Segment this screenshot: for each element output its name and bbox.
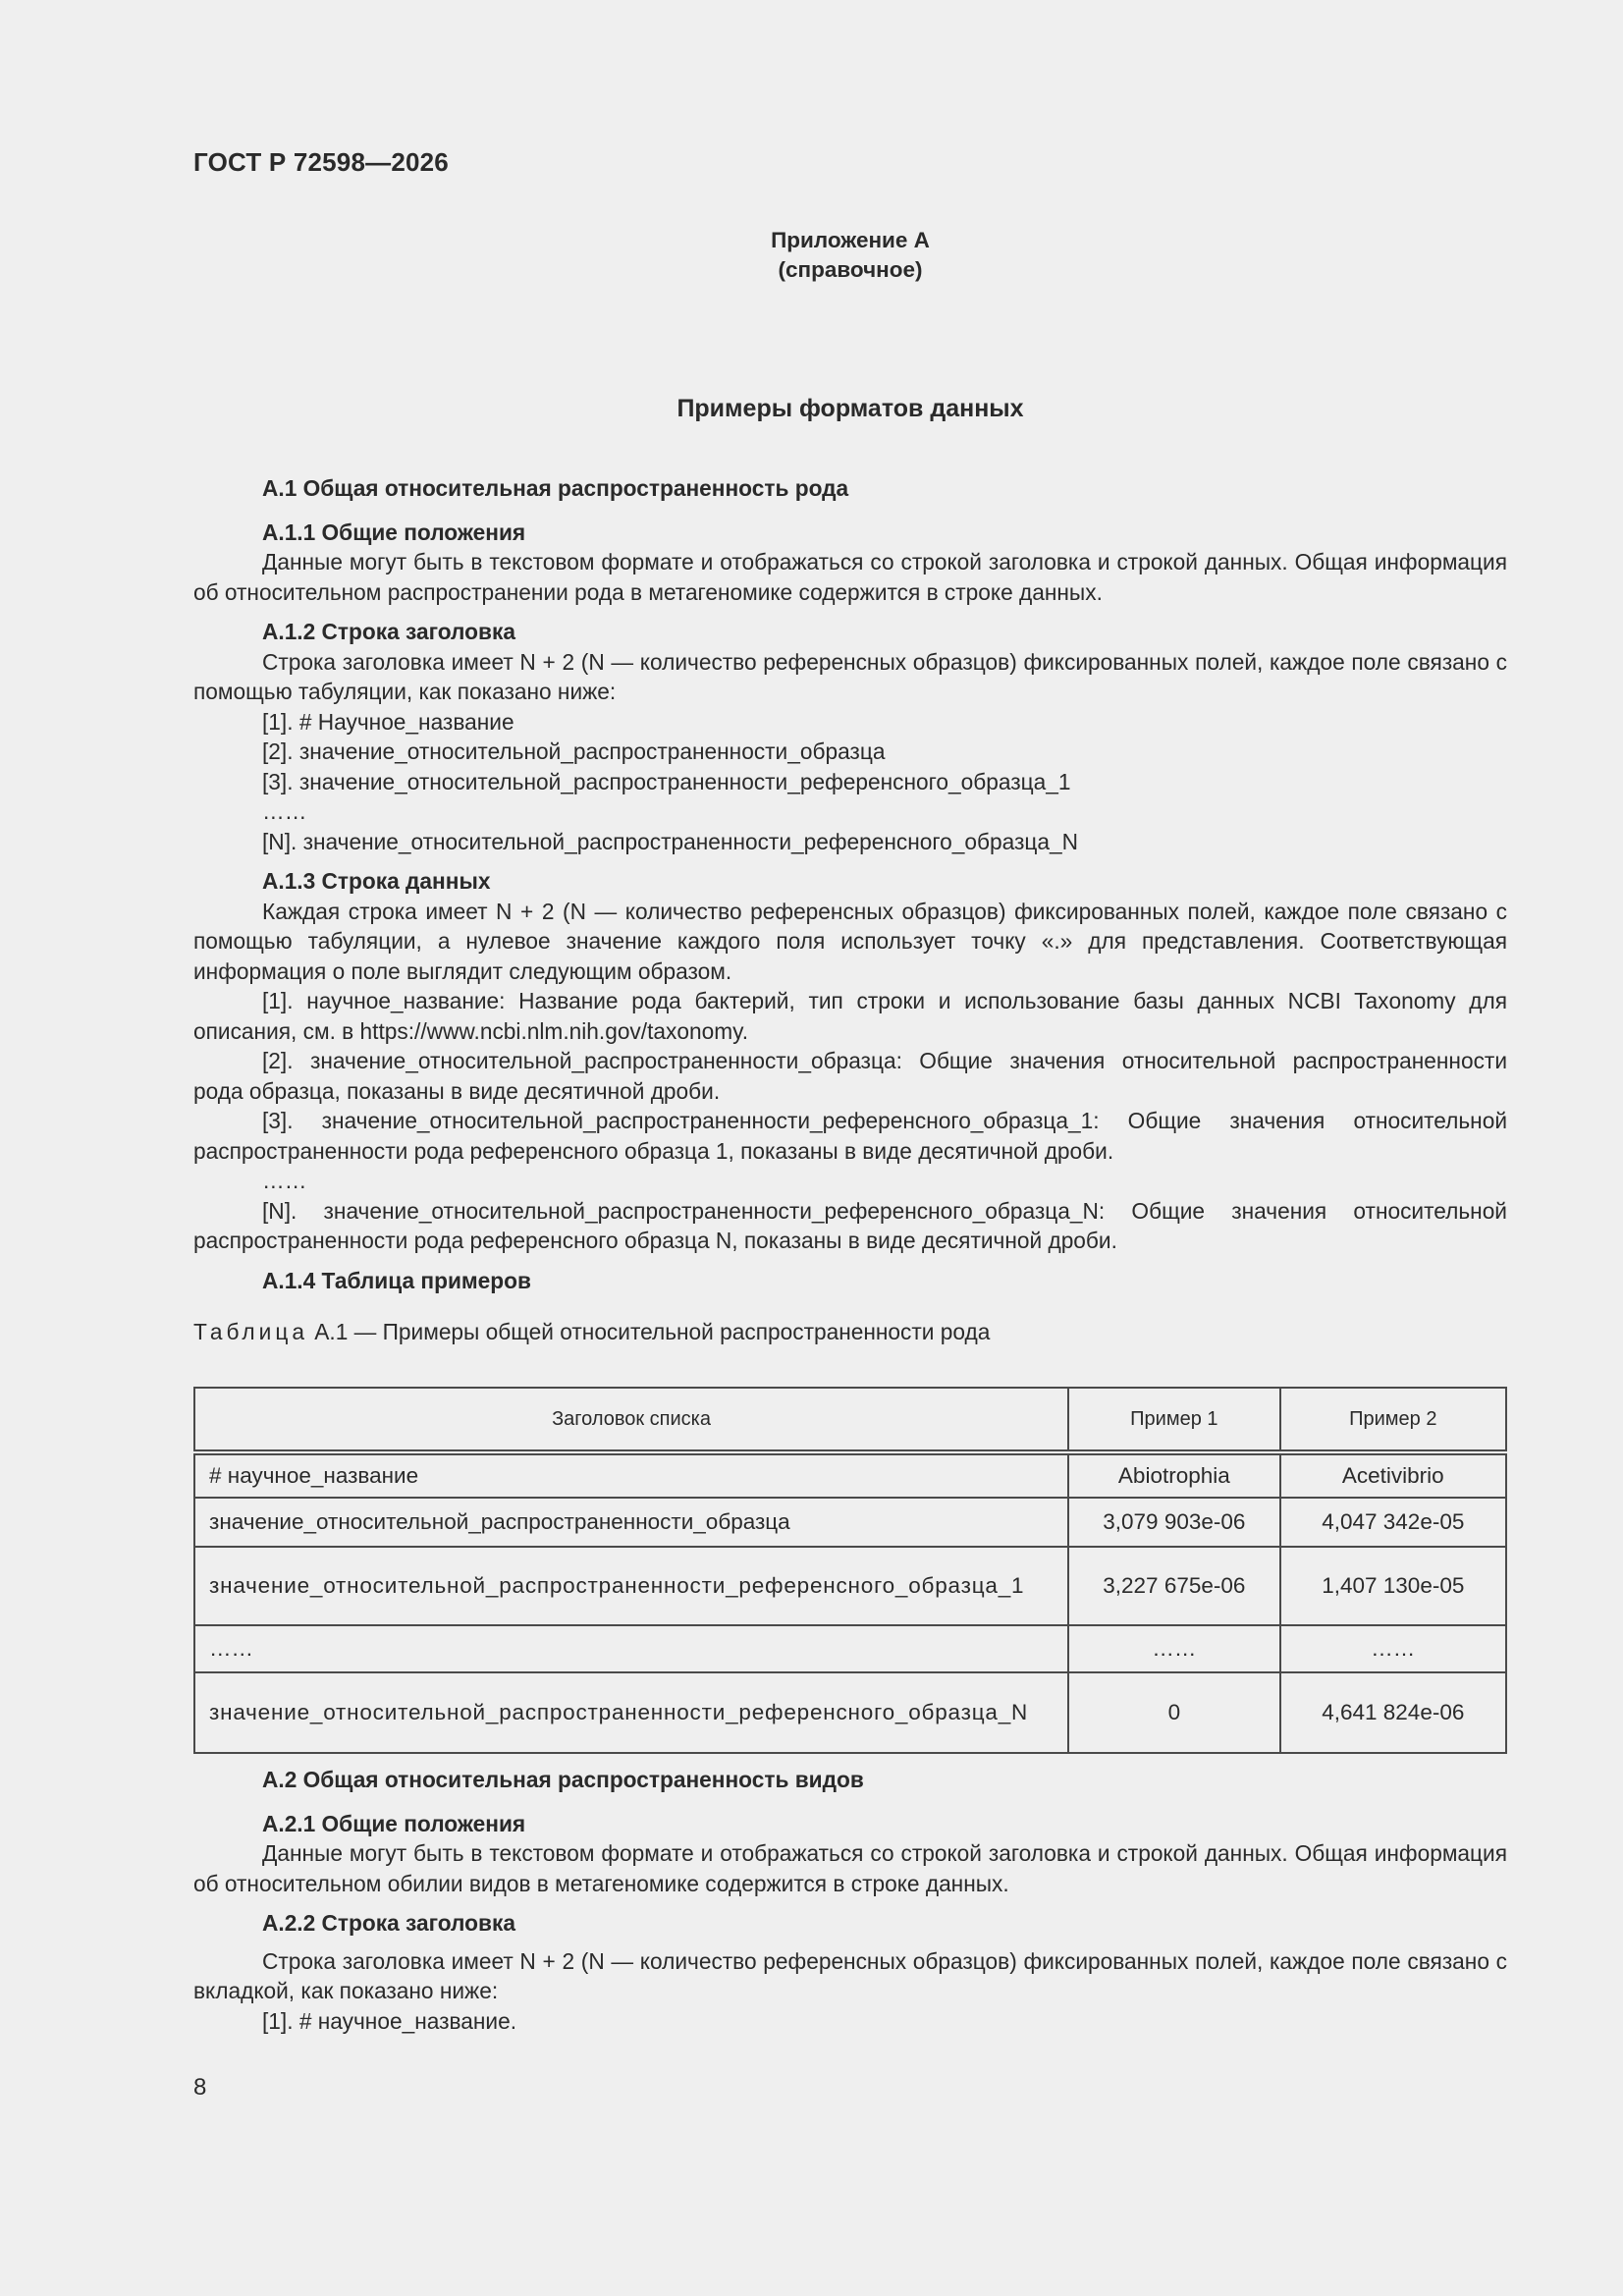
- list-item: [3]. значение_относительной_распространенности_референсного_образца_1: Общие значения относительной распространенности рода референсного образца 1, показаны в виде десятичной дроби.: [193, 1108, 1507, 1164]
- list-item: [3]. значение_относительной_распространенности_референсного_образца_1: [262, 768, 1071, 794]
- table-caption-text: А.1 — Примеры общей относительной распространенности рода: [307, 1319, 991, 1344]
- table-cell: # научное_название: [194, 1452, 1068, 1498]
- paragraph-a21: Данные могут быть в текстовом формате и отображаться со строкой заголовка и строкой данных. Общая информация об относительном обилии видов в метагеномике содержится в строке данных.: [193, 1840, 1507, 1896]
- table-header-cell: Пример 1: [1068, 1388, 1280, 1452]
- table-cell: 0: [1068, 1672, 1280, 1753]
- document-id: ГОСТ Р 72598—2026: [193, 147, 449, 177]
- table-cell: Abiotrophia: [1068, 1452, 1280, 1498]
- table-cell: Acetivibrio: [1280, 1452, 1506, 1498]
- table-header-row: [194, 1388, 1506, 1452]
- paragraph-a22: Строка заголовка имеет N + 2 (N — количество референсных образцов) фиксированных полей, каждое поле связано с вкладкой, как показано ниже:: [193, 1947, 1507, 2003]
- list-item: [1]. научное_название: Название рода бактерий, тип строки и использование базы данных NCBI Taxonomy для описания, см. в https://www.ncbi.nlm.nih.gov/taxonomy.: [193, 988, 1507, 1044]
- subsection-heading-a22: А.2.2 Строка заголовка: [262, 1910, 515, 1936]
- list-item: [N]. значение_относительной_распространенности_референсного_образца_N: Общие значения относительной распространенности рода референсного образца N, показаны в виде десятичной дроби.: [193, 1197, 1507, 1253]
- list-item: ……: [262, 798, 307, 824]
- table-row: [194, 1625, 1506, 1672]
- list-item: ……: [262, 1168, 307, 1193]
- table-header-cell: Заголовок списка: [194, 1388, 1068, 1452]
- table-cell: 4,047 342е-05: [1280, 1498, 1506, 1547]
- paragraph-a13: Каждая строка имеет N + 2 (N — количество референсных образцов) фиксированных полей, каждое поле связано с помощью табуляции, а нулевое значение каждого поля использует точку «.» для представления. Соответствующая информация о поле выглядит следующим образом.: [193, 898, 1507, 984]
- list-item: [2]. значение_относительной_распространенности_образца: [262, 738, 886, 764]
- table-row: [194, 1498, 1506, 1547]
- table-cell: значение_относительной_распространенности_образца: [194, 1498, 1068, 1547]
- table-cell: 1,407 130е-05: [1280, 1547, 1506, 1625]
- appendix-title: Приложение А: [771, 228, 930, 252]
- subsection-heading-a21: А.2.1 Общие положения: [262, 1810, 526, 1836]
- paragraph-a11: Данные могут быть в текстовом формате и отображаться со строкой заголовка и строкой данных. Общая информация об относительном распространении рода в метагеномике содержится в строке данных.: [193, 549, 1507, 605]
- list-item: [N]. значение_относительной_распространенности_референсного_образца_N: [262, 828, 1079, 854]
- section-heading-a1: А.1 Общая относительная распространенность рода: [262, 475, 849, 501]
- table-row: [194, 1452, 1506, 1498]
- table-row: [194, 1547, 1506, 1625]
- subsection-heading-a12: А.1.2 Строка заголовка: [262, 619, 515, 644]
- table-cell: 4,641 824е-06: [1280, 1672, 1506, 1753]
- table-cell: ……: [194, 1625, 1068, 1672]
- table-cell: 3,079 903е-06: [1068, 1498, 1280, 1547]
- table-cell: ……: [1068, 1625, 1280, 1672]
- subsection-heading-a11: А.1.1 Общие положения: [262, 519, 526, 545]
- section-a1: [193, 473, 1507, 1347]
- subsection-heading-a13: А.1.3 Строка данных: [262, 868, 491, 894]
- list-item: [1]. # Научное_название: [262, 708, 514, 735]
- example-table: [193, 1387, 1507, 1754]
- list-item: [1]. # научное_название.: [262, 2007, 517, 2034]
- section-heading-a2: А.2 Общая относительная распространенность видов: [262, 1767, 864, 1792]
- table-cell: ……: [1280, 1625, 1506, 1672]
- paragraph-a12: Строка заголовка имеет N + 2 (N — количество референсных образцов) фиксированных полей, каждое поле связано с помощью табуляции, как показано ниже:: [193, 648, 1507, 704]
- table-caption-prefix: Таблица: [193, 1319, 308, 1344]
- table-header-cell: Пример 2: [1280, 1388, 1506, 1452]
- table-cell: значение_относительной_распространенности_референсного_образца_1: [194, 1547, 1068, 1625]
- appendix-label: [193, 226, 1507, 285]
- table-cell: значение_относительной_распространенности_референсного_образца_N: [194, 1672, 1068, 1753]
- table-cell: 3,227 675е-06: [1068, 1547, 1280, 1625]
- list-item: [2]. значение_относительной_распространенности_образца: Общие значения относительной распространенности рода образца, показаны в виде десятичной дроби.: [193, 1048, 1507, 1104]
- subsection-heading-a14: А.1.4 Таблица примеров: [262, 1267, 531, 1293]
- section-a2: [193, 1765, 1507, 2036]
- table-caption: [193, 1317, 1507, 1347]
- page-title: Примеры форматов данных: [676, 395, 1024, 422]
- appendix-status: (справочное): [778, 257, 923, 282]
- table-row: [194, 1672, 1506, 1753]
- page-number: 8: [193, 2074, 207, 2101]
